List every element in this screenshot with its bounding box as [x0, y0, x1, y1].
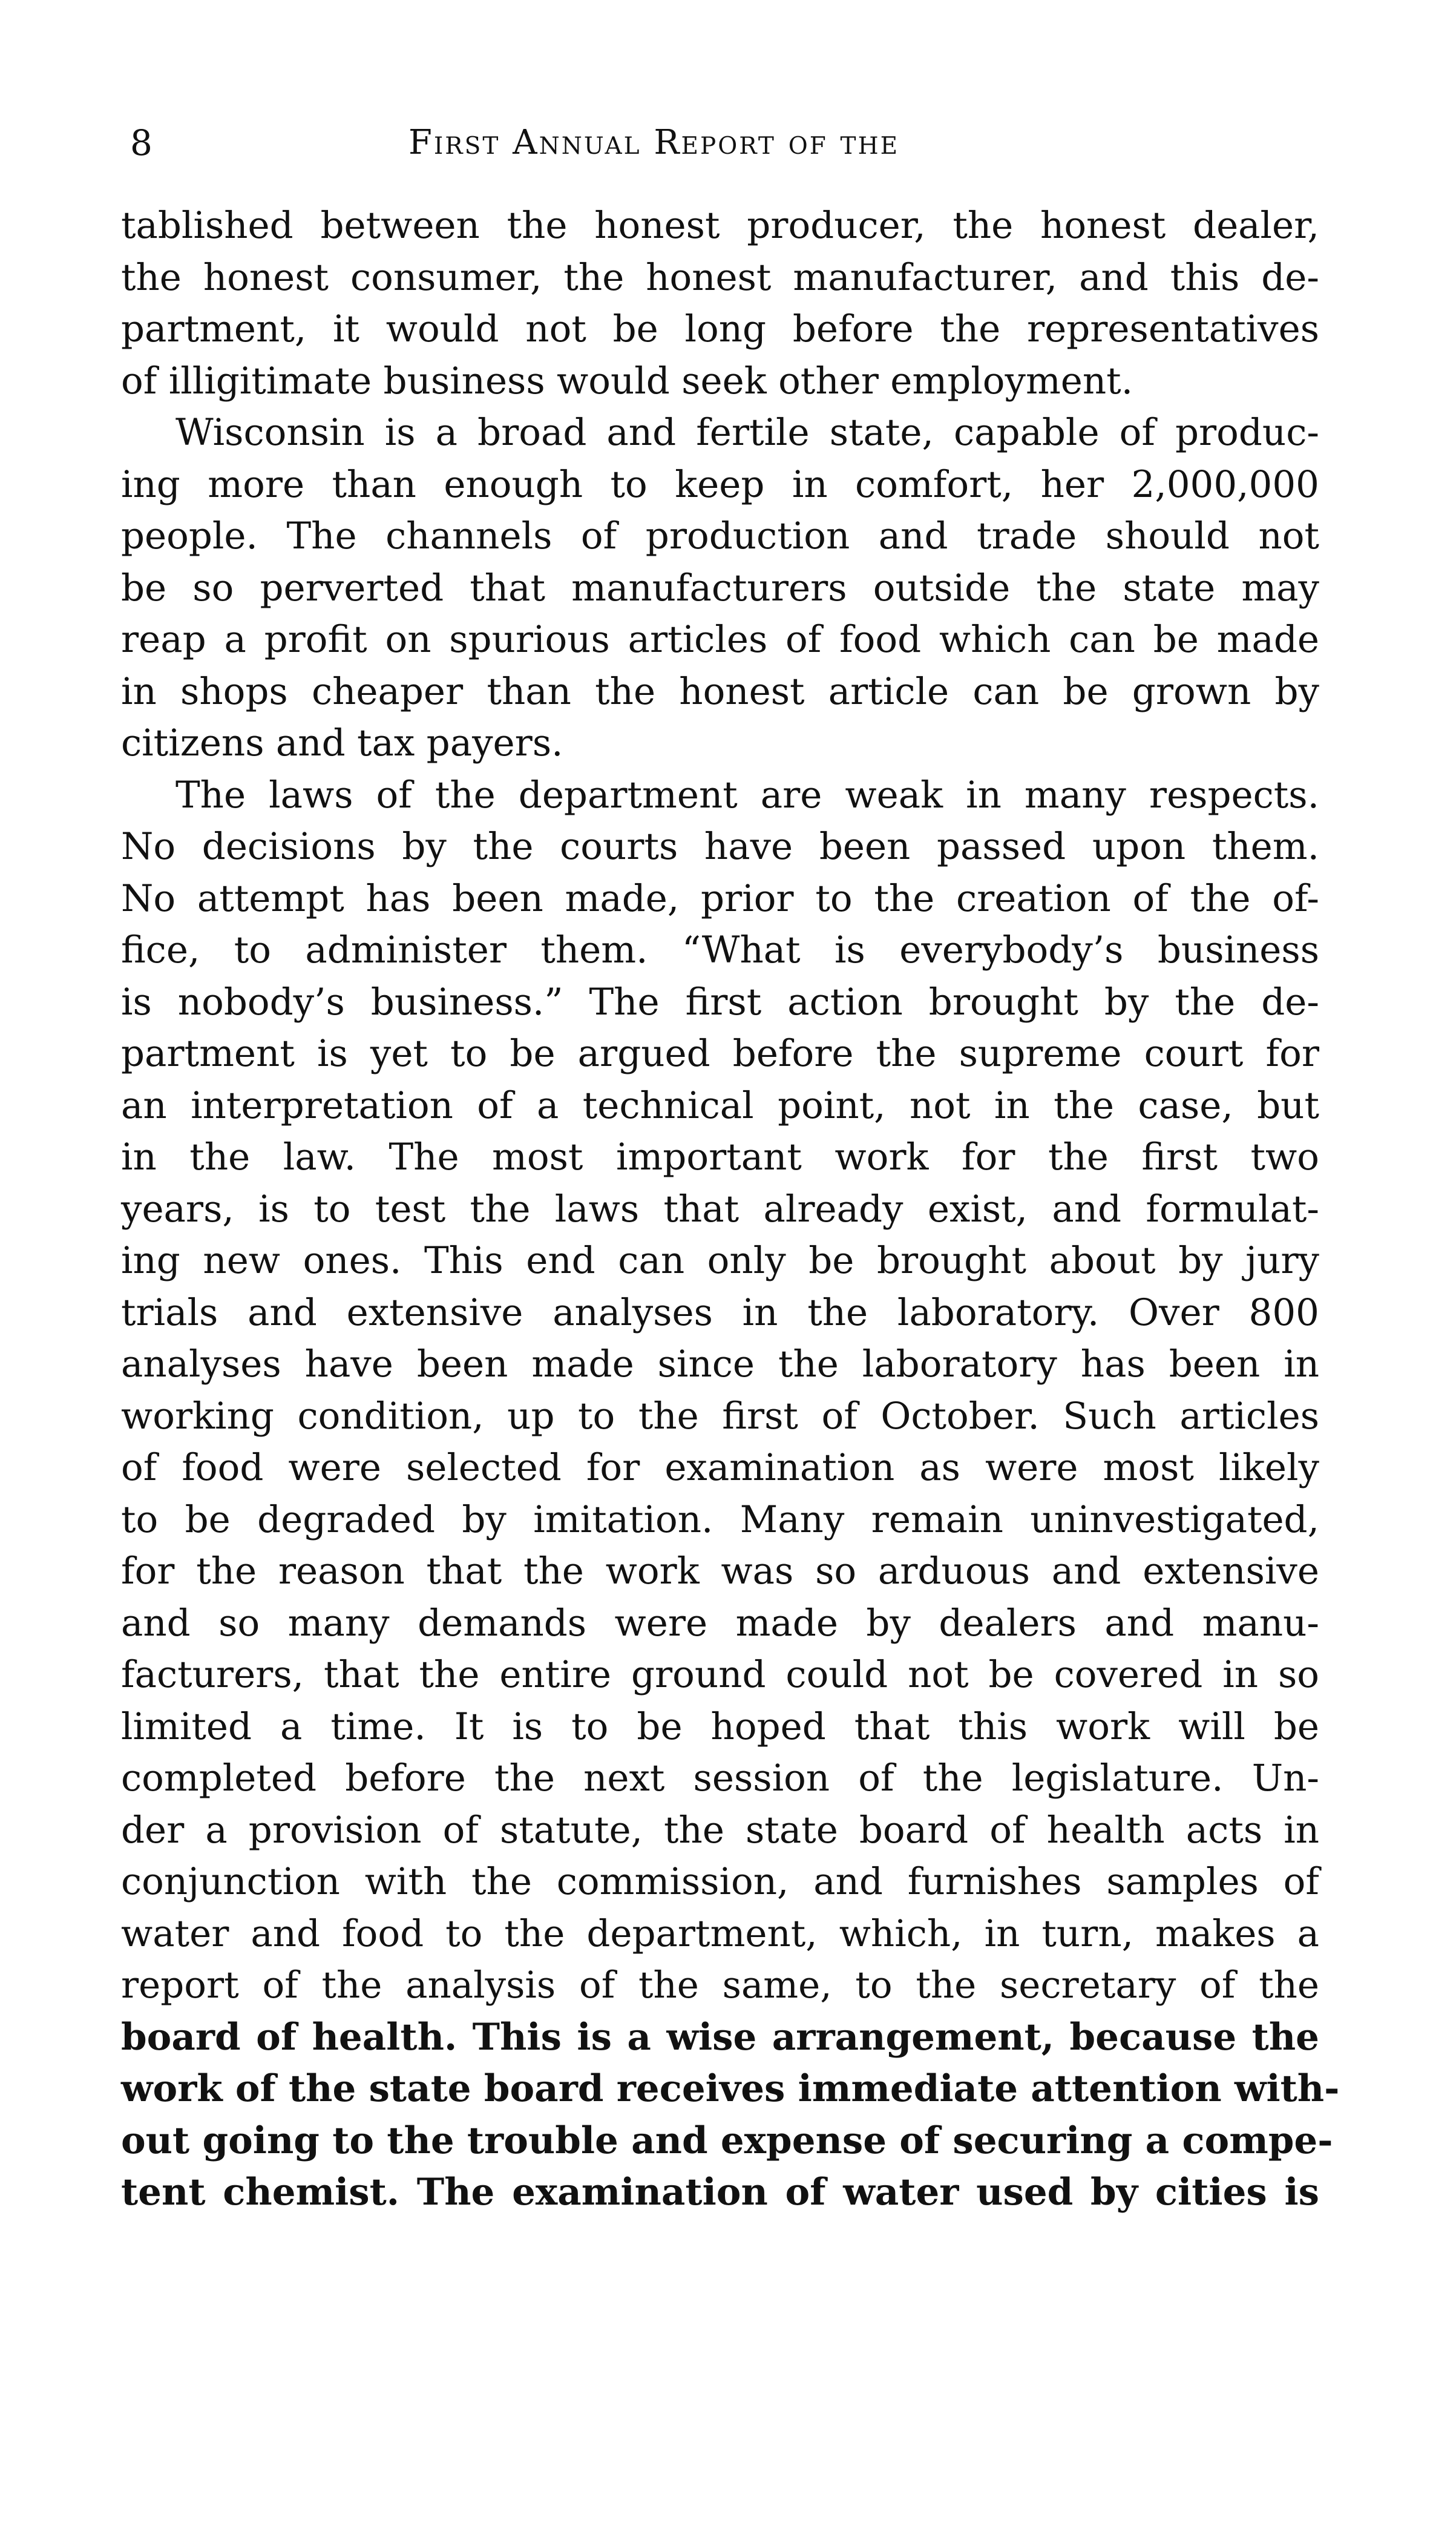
text-line: of food were selected for examination as were most likely	[121, 1446, 1319, 1489]
text-line: trials and extensive analyses in the laboratory. Over 800	[121, 1291, 1319, 1334]
text-line: in the law. The most important work for the first two	[121, 1136, 1319, 1179]
text-line: an interpretation of a technical point, not in the case, but	[121, 1084, 1319, 1127]
page-number: 8	[130, 122, 152, 163]
text-line: partment, it would not be long before the representatives	[121, 308, 1319, 350]
text-line: of illigitimate business would seek other employment.	[121, 359, 1133, 403]
text-line: be so perverted that manufacturers outside the state may	[121, 566, 1319, 610]
text-line: and so many demands were made by dealers and manu-	[121, 1601, 1319, 1645]
text-line: facturers, that the entire ground could not be covered in so	[121, 1653, 1319, 1696]
text-line: ing more than enough to keep in comfort, her 2,000,000	[121, 462, 1319, 506]
body-text	[121, 200, 1340, 2219]
text-line: der a provision of statute, the state board of health acts in	[121, 1808, 1319, 1852]
text-line: board of health. This is a wise arrangement, because the	[121, 2015, 1319, 2059]
text-line: years, is to test the laws that already exist, and formulat-	[121, 1187, 1319, 1231]
text-line: working condition, up to the first of October. Such articles	[121, 1394, 1319, 1438]
text-line: water and food to the department, which, in turn, makes a	[121, 1912, 1319, 1955]
text-line: out going to the trouble and expense of securing a compe-	[121, 2119, 1333, 2162]
text-line: fice, to administer them. “What is everybody’s business	[121, 929, 1319, 972]
text-line: The laws of the department are weak in many respects.	[175, 773, 1319, 817]
text-line: report of the analysis of the same, to the secretary of the	[121, 1964, 1319, 2007]
text-line: tablished between the honest producer, the honest dealer,	[121, 204, 1319, 247]
text-line: partment is yet to be argued before the supreme court for	[121, 1032, 1319, 1075]
text-line: completed before the next session of the legislature. Un-	[121, 1757, 1319, 1800]
text-line: to be degraded by imitation. Many remain uninvestigated,	[121, 1498, 1319, 1541]
text-line: the honest consumer, the honest manufacturer, and this de-	[121, 255, 1319, 299]
text-line: Wisconsin is a broad and fertile state, capable of produc-	[175, 411, 1319, 454]
text-line: work of the state board receives immediate attention with-	[121, 2067, 1340, 2110]
text-line: No attempt has been made, prior to the creation of the of-	[121, 877, 1319, 920]
text-line: limited a time. It is to be hoped that this work will be	[121, 1705, 1319, 1748]
text-line: for the reason that the work was so arduous and extensive	[121, 1550, 1319, 1593]
page-header	[130, 119, 1316, 173]
text-line: citizens and tax payers.	[121, 722, 563, 765]
text-line: No decisions by the courts have been passed upon them.	[121, 825, 1319, 868]
text-line: analyses have been made since the laboratory has been in	[121, 1343, 1319, 1386]
text-line: tent chemist. The examination of water used by cities is	[121, 2171, 1319, 2214]
text-line: reap a profit on spurious articles of food which can be made	[121, 618, 1319, 661]
text-line: people. The channels of production and trade should not	[121, 515, 1319, 558]
text-line: conjunction with the commission, and furnishes samples of	[121, 1860, 1319, 1903]
running-head: First Annual Report of the	[408, 123, 900, 162]
text-line: is nobody’s business.” The first action brought by the de-	[121, 980, 1319, 1024]
text-line: ing new ones. This end can only be brought about by jury	[121, 1239, 1319, 1282]
text-line: in shops cheaper than the honest article can be grown by	[121, 669, 1319, 713]
